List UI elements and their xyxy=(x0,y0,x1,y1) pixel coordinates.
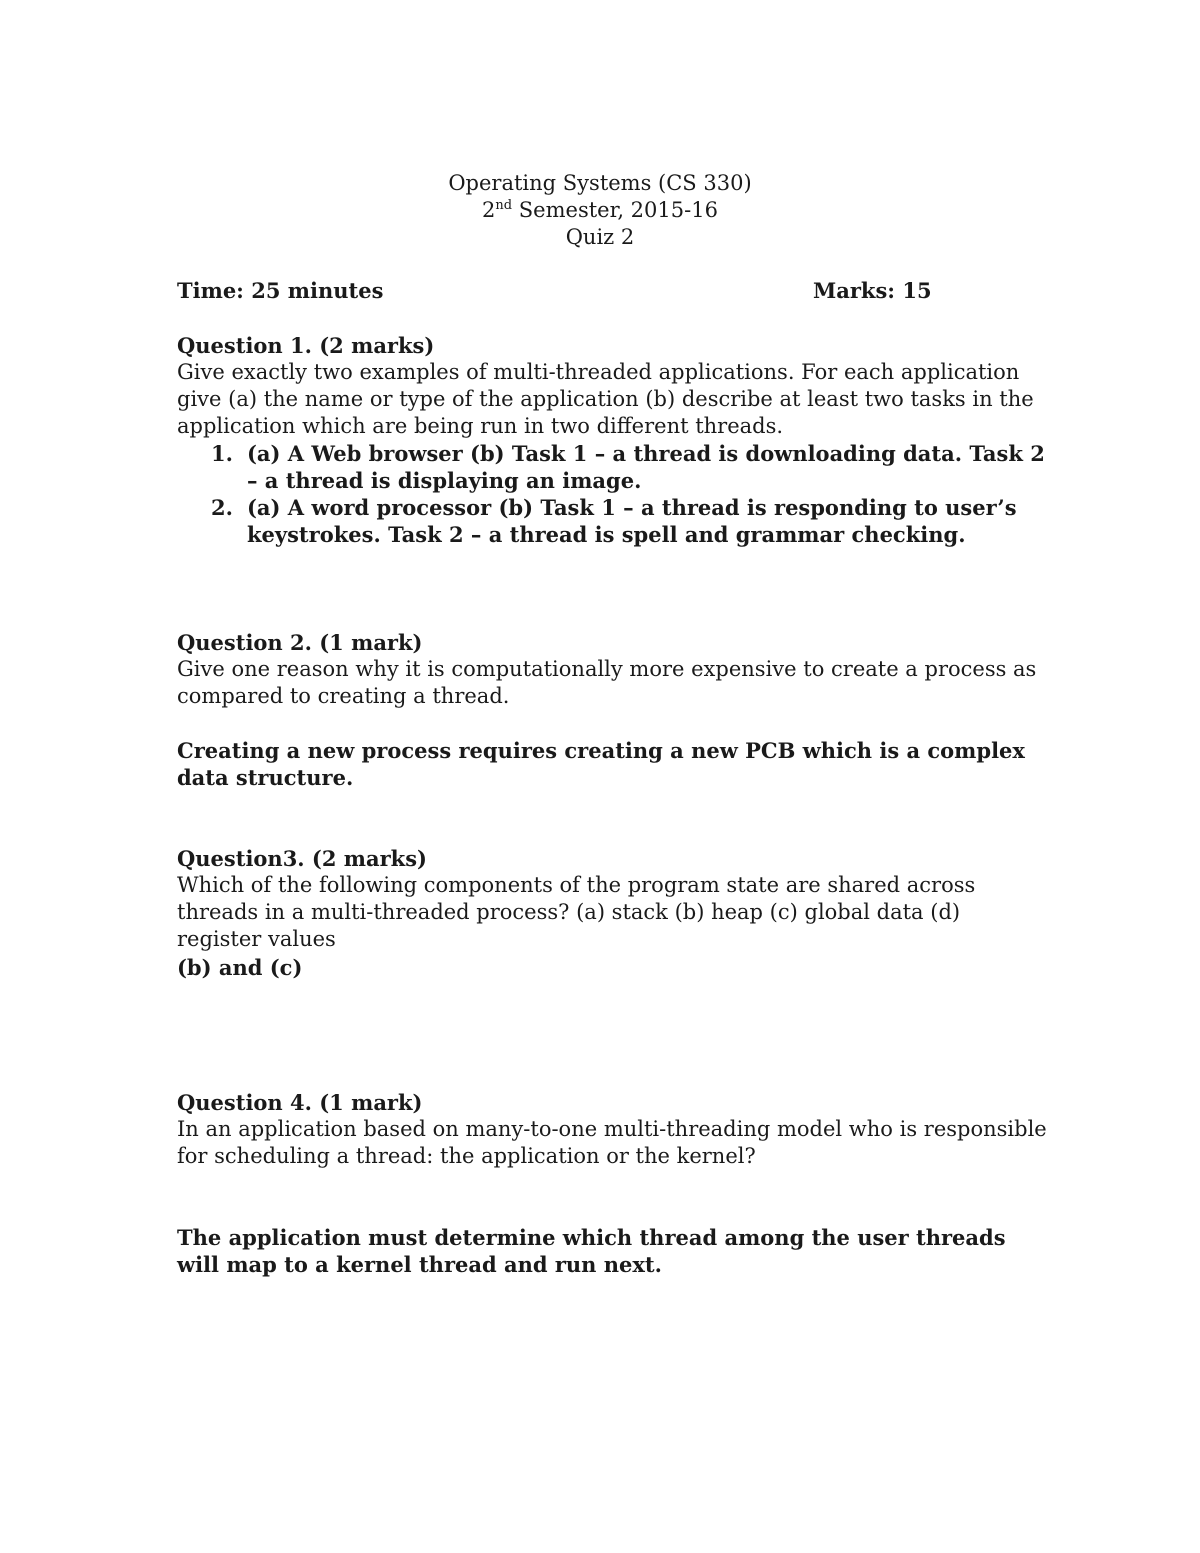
question-2-answer: Creating a new process requires creating a new PCB which is a complex data structure. xyxy=(177,738,1025,790)
marks-label: Marks: 15 xyxy=(813,278,932,303)
question-4-answer: The application must determine which thread among the user threads will map to a kernel thread and run next. xyxy=(177,1225,1006,1277)
question-3 xyxy=(177,845,1047,953)
answer-text: (a) A word processor (b) Task 1 – a thread is responding to user’s keystrokes. Task 2 – a thread is spell and grammar checking. xyxy=(247,495,1017,547)
semester-text: Semester, 2015-16 xyxy=(512,198,718,222)
semester-number: 2 xyxy=(482,198,496,222)
semester-line xyxy=(0,197,1200,224)
question-1 xyxy=(177,332,1047,548)
question-1-answers xyxy=(177,440,1047,548)
time-label: Time: 25 minutes xyxy=(177,278,384,303)
quiz-header xyxy=(0,170,1200,251)
question-2-text: Give one reason why it is computationally more expensive to create a process as compared to creating a thread. xyxy=(177,657,1037,708)
question-4 xyxy=(177,1089,1047,1170)
question-3-title: Question3. (2 marks) xyxy=(177,846,427,871)
list-number: 1. xyxy=(211,441,233,466)
list-number: 2. xyxy=(211,495,233,520)
semester-ordinal: nd xyxy=(495,198,513,213)
course-title: Operating Systems (CS 330) xyxy=(448,171,752,195)
quiz-meta xyxy=(177,277,932,304)
list-item xyxy=(211,494,1047,548)
question-3-answer: (b) and (c) xyxy=(177,955,303,980)
quiz-title: Quiz 2 xyxy=(565,225,635,249)
question-1-text: Give exactly two examples of multi-threaded applications. For each application give (a) the name or type of the application (b) describe at least two tasks in the application which are being run in two different threads. xyxy=(177,360,1034,438)
question-4-title: Question 4. (1 mark) xyxy=(177,1090,423,1115)
answer-text: (a) A Web browser (b) Task 1 – a thread is downloading data. Task 2 – a thread is displaying an image. xyxy=(247,441,1045,493)
question-2 xyxy=(177,629,1047,710)
question-3-text: Which of the following components of the program state are shared across threads in a multi-threaded process? (a) stack (b) heap (c) global data (d) register values xyxy=(177,873,976,951)
question-2-title: Question 2. (1 mark) xyxy=(177,630,423,655)
question-1-title: Question 1. (2 marks) xyxy=(177,333,435,358)
question-4-text: In an application based on many-to-one multi-threading model who is responsible for scheduling a thread: the application or the kernel? xyxy=(177,1117,1047,1168)
list-item xyxy=(211,440,1047,494)
